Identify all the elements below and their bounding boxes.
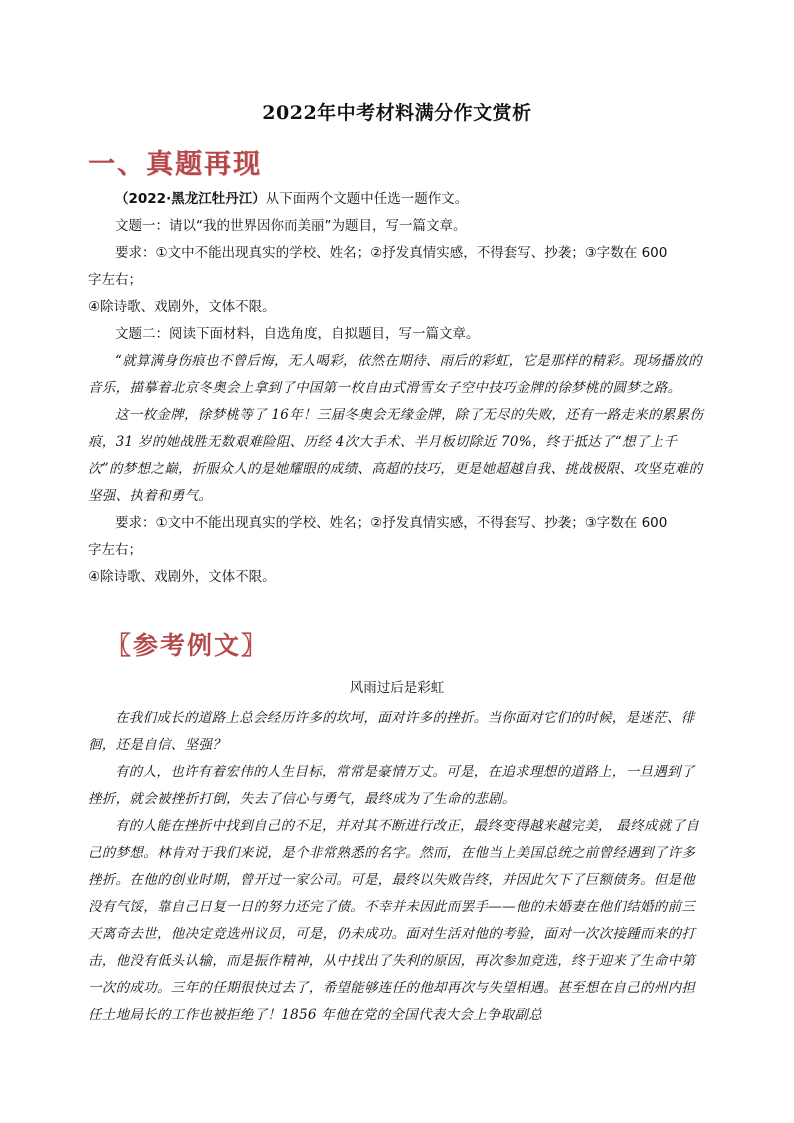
requirement-one-line-a: 要求：①文中不能出现真实的学校、姓名；②抒发真情实感，不得套写、抄袭；③字数在 600 xyxy=(115,245,668,261)
essay-paragraph-three: 有的人能在挫折中找到自己的不足，并对其不断进行改正，最终变得越来越完美， 最终成就了自己的梦想。林肯对于我们来说，是个非常熟悉的名字。然而，在他当上美国总统之前曾经遇到了许多挫折。在他的创业时期，曾开过一家公司。可是，最终以失败告终，并因此欠下了巨额债务。但是他没有气馁，靠自己日复一日的努力还完了债。不幸并未因此而罢手——他的未婚妻在他们结婚的前三天离奇去世，他决定竞选州议员，可是，仍未成功。面对生活对他的考验，面对一次次接踵而来的打击，他没有低头认输，而是振作精神，从中找出了失利的原因，再次参加竞选，终于迎来了生命中第一次的成功。三年的任期很快过去了，希望能够连任的他却再次与失望相遇。甚至想在自己的州内担任土地局长的工作也被拒绝了！1856 年他在党的全国代表大会上争取副总 xyxy=(88,818,700,1023)
essay-title: 风雨过后是彩虹 xyxy=(349,680,445,696)
requirement-one-line-b: 字左右； xyxy=(88,272,142,288)
section-heading-real-questions: 一、真题再现 xyxy=(88,149,262,180)
reference-essay-heading: 〖参考例文〗 xyxy=(106,631,269,660)
prompt-two: 文题二：阅读下面材料，自选角度，自拟题目，写一篇文章。 xyxy=(115,326,480,342)
essay-paragraph-two: 有的人，也许有着宏伟的人生目标，常常是豪情万丈。可是，在追求理想的道路上，一旦遇到了挫折，就会被挫折打倒，失去了信心与勇气，最终成为了生命的悲剧。 xyxy=(88,764,695,807)
requirement-two-line-b: 字左右； xyxy=(88,542,142,558)
question-block xyxy=(88,186,706,591)
material-paragraph-two: 这一枚金牌，徐梦桃等了 16年！三届冬奥会无缘金牌，除了无尽的失败，还有一路走来的累累伤痕，31 岁的她战胜无数艰难险阻、历经 4次大手术、半月板切除近 70%，终于抵达了“想了上千次”的梦想之巅，折服众人的是她耀眼的成绩、高超的技巧，更是她超越自我、挑战极限、攻坚克难的坚强、执着和勇气。 xyxy=(88,407,704,504)
essay-body xyxy=(88,705,706,1029)
material-paragraph-one: “就算满身伤痕也不曾后悔，无人喝彩，依然在期待、雨后的彩虹，它是那样的精彩。现场播放的音乐，描摹着北京冬奥会上拿到了中国第一枚自由式滑雪女子空中技巧金牌的徐梦桃的圆梦之路。 xyxy=(88,353,702,396)
requirement-two-line-a: 要求：①文中不能出现真实的学校、姓名；②抒发真情实感，不得套写、抄袭；③字数在 600 xyxy=(115,515,668,531)
document-title: 2022年中考材料满分作文赏析 xyxy=(262,102,532,124)
essay-paragraph-one: 在我们成长的道路上总会经历许多的坎坷，面对许多的挫折。当你面对它们的时候，是迷茫、徘徊，还是自信、坚强？ xyxy=(88,710,695,753)
prompt-one: 文题一：请以“我的世界因你而美丽”为题目，写一篇文章。 xyxy=(115,218,467,234)
requirement-one-line-c: ④除诗歌、戏剧外，文体不限。 xyxy=(88,299,276,315)
question-instruction: 从下面两个文题中任选一题作文。 xyxy=(265,191,469,207)
question-source: （2022·黑龙江牡丹江） xyxy=(115,191,266,207)
requirement-two-line-c: ④除诗歌、戏剧外，文体不限。 xyxy=(88,569,276,585)
question-intro xyxy=(88,186,706,213)
